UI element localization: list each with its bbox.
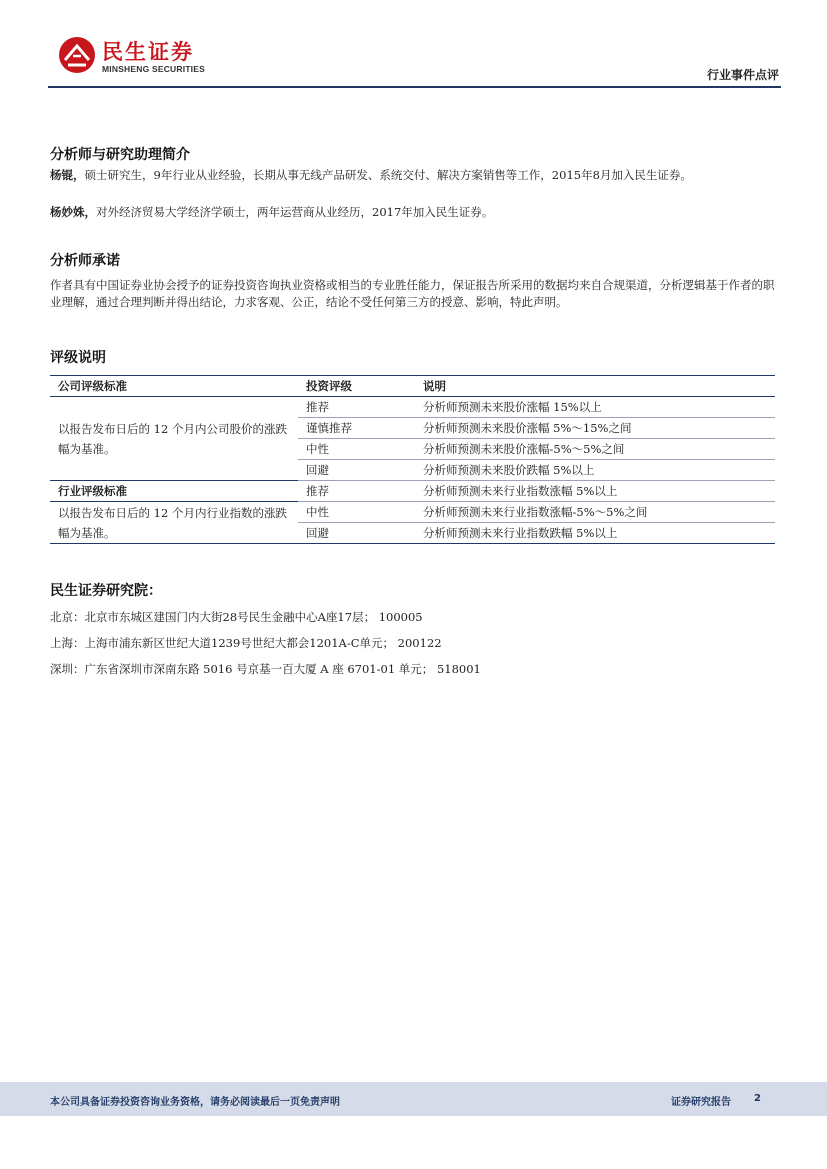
address-beijing: 北京：北京市东城区建国门内大街28号民生金融中心A座17层； 100005 <box>50 610 423 624</box>
analyst-bio-1 <box>50 167 775 184</box>
grade-cell: 推荐 <box>298 397 415 418</box>
rating-table <box>50 375 775 544</box>
address-shenzhen: 深圳：广东省深圳市深南东路 5016 号京基一百大厦 A 座 6701-01 单元； 518001 <box>50 662 481 676</box>
desc-cell: 分析师预测未来股价跌幅 5%以上 <box>415 460 775 481</box>
industry-standard-header: 行业评级标准 <box>50 481 298 502</box>
industry-header-row <box>50 481 775 502</box>
grade-cell: 回避 <box>298 460 415 481</box>
institute-title: 民生证券研究院： <box>50 583 162 599</box>
footer-report-type: 证券研究报告 <box>671 1097 731 1108</box>
analyst-text-2: 对外经济贸易大学经济学硕士，两年运营商从业经历，2017年加入民生证券。 <box>96 205 494 219</box>
desc-cell: 分析师预测未来行业指数涨幅-5%～5%之间 <box>415 502 775 523</box>
grade-cell: 谨慎推荐 <box>298 418 415 439</box>
industry-basis: 以报告发布日后的 12 个月内行业指数的涨跌幅为基准。 <box>50 502 298 544</box>
rating-header-row <box>50 376 775 397</box>
commitment-title: 分析师承诺 <box>50 253 120 269</box>
analyst-name-2: 杨妙姝， <box>50 205 96 219</box>
logo-en-text: MINSHENG SECURITIES <box>102 64 205 74</box>
footer-disclaimer: 本公司具备证券投资咨询业务资格，请务必阅读最后一页免责声明 <box>50 1097 340 1108</box>
grade-cell: 中性 <box>298 502 415 523</box>
page-number: 2 <box>754 1093 761 1104</box>
desc-cell: 分析师预测未来股价涨幅-5%～5%之间 <box>415 439 775 460</box>
minsheng-logo-icon <box>58 36 96 74</box>
table-row <box>50 502 775 523</box>
desc-cell: 分析师预测未来股价涨幅 5%～15%之间 <box>415 418 775 439</box>
grade-header: 投资评级 <box>298 376 415 397</box>
company-logo <box>58 34 248 78</box>
desc-cell: 分析师预测未来行业指数跌幅 5%以上 <box>415 523 775 544</box>
company-basis: 以报告发布日后的 12 个月内公司股价的涨跌幅为基准。 <box>58 421 287 456</box>
logo-cn-text: 民生证券 <box>102 40 194 64</box>
analyst-text-1: 硕士研究生，9年行业从业经验，长期从事无线产品研发、系统交付、解决方案销售等工作，2015年8月加入民生证券。 <box>84 168 692 182</box>
page-footer <box>0 1082 827 1116</box>
commitment-text: 作者具有中国证券业协会授予的证券投资咨询执业资格或相当的专业胜任能力，保证报告所采用的数据均来自合规渠道，分析逻辑基于作者的职业理解，通过合理判断并得出结论，力求客观、公正，结论不受任何第三方的授意、影响，特此声明。 <box>50 278 775 309</box>
desc-header: 说明 <box>415 376 775 397</box>
table-row <box>50 397 775 418</box>
analyst-bio-2 <box>50 204 775 221</box>
report-type-label: 行业事件点评 <box>706 68 779 82</box>
rating-title: 评级说明 <box>50 350 106 366</box>
address-shanghai: 上海：上海市浦东新区世纪大道1239号世纪大都会1201A-C单元； 200122 <box>50 636 442 650</box>
company-standard-header: 公司评级标准 <box>50 376 298 397</box>
header-divider <box>48 86 781 88</box>
desc-cell: 分析师预测未来股价涨幅 15%以上 <box>415 397 775 418</box>
analysts-title: 分析师与研究助理简介 <box>50 147 190 163</box>
grade-cell: 回避 <box>298 523 415 544</box>
grade-cell: 推荐 <box>298 481 415 502</box>
grade-cell: 中性 <box>298 439 415 460</box>
desc-cell: 分析师预测未来行业指数涨幅 5%以上 <box>415 481 775 502</box>
analyst-name-1: 杨锟， <box>50 168 85 182</box>
